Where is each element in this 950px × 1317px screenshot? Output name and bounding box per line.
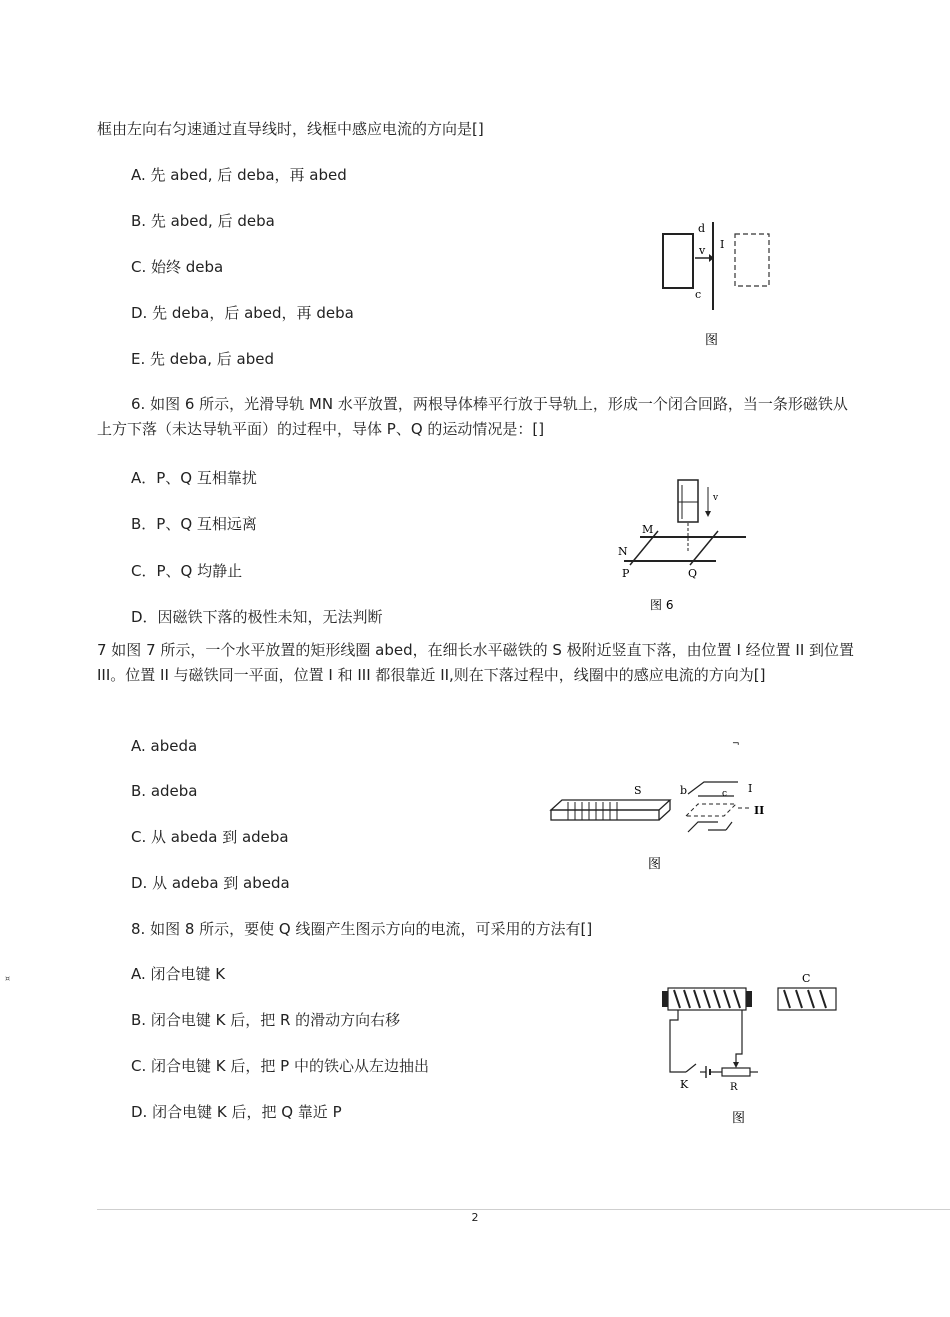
q7-label-c: c	[722, 789, 728, 799]
q7-figure-caption: 图	[648, 857, 662, 872]
q8-figure	[658, 968, 842, 1126]
q5-label-current: I	[720, 238, 725, 251]
q5-label-d: d	[698, 222, 706, 235]
q8-figure-drawing	[658, 968, 842, 1126]
q7-label-position-ii: II	[754, 804, 765, 817]
q7-label-b: b	[680, 784, 688, 797]
q6-label-v: v	[713, 493, 719, 503]
q8-label-r: R	[730, 1082, 738, 1093]
q6-figure-caption: 图 6	[650, 598, 674, 612]
q6-label-p: P	[622, 567, 630, 580]
q5-option-a: A. 先 abed, 后 deba，再 abed	[131, 166, 347, 184]
q7-figure-drawing	[548, 736, 768, 870]
q8-label-k: K	[680, 1078, 689, 1091]
q5-label-v: v	[699, 244, 706, 257]
q5-option-c: C. 始终 deba	[131, 258, 224, 276]
q6-label-n: N	[618, 545, 628, 558]
q7-label-s: S	[634, 784, 642, 797]
q5-option-d: D. 先 deba，后 abed，再 deba	[131, 304, 354, 322]
q6-stem: 6. 如图 6 所示，光滑导轨 MN 水平放置，两根导体棒平行放于导轨上，形成一个闭合回路，当一条形磁铁从上方下落（未达导轨平面）的过程中，导体 P、Q 的运动情况是：[]	[97, 395, 848, 438]
q6-option-c: C．P、Q 均静止	[131, 562, 243, 580]
q5-option-e: E. 先 deba, 后 abed	[131, 350, 275, 368]
q8-label-c: C	[802, 972, 811, 985]
q6-option-d: D．因磁铁下落的极性未知，无法判断	[131, 608, 383, 626]
q8-option-b: B. 闭合电键 K 后，把 R 的滑动方向右移	[131, 1011, 401, 1029]
q6-label-q: Q	[688, 567, 698, 580]
q7-label-top-mark: ¬	[732, 739, 740, 749]
footer-divider	[97, 1209, 950, 1210]
q5-figure	[655, 218, 785, 346]
q8-option-c: C. 闭合电键 K 后，把 P 中的铁心从左边抽出	[131, 1057, 429, 1075]
q8-option-d: D. 闭合电键 K 后，把 Q 靠近 P	[131, 1103, 342, 1121]
q5-option-b: B. 先 abed, 后 deba	[131, 212, 275, 230]
q8-option-a: A. 闭合电键 K	[131, 965, 226, 983]
q5-figure-drawing	[655, 218, 785, 346]
q5-label-c: c	[695, 288, 702, 301]
page-number: 2	[471, 1211, 479, 1224]
q8-stem: 8. 如图 8 所示，要使 Q 线圈产生图示方向的电流，可采用的方法有[]	[131, 920, 593, 938]
q6-option-b: B．P、Q 互相远离	[131, 515, 257, 533]
q6-option-a: A．P、Q 互相靠扰	[131, 469, 257, 487]
q7-stem: 7 如图 7 所示，一个水平放置的矩形线圈 abed，在细长水平磁铁的 S 极附近竖直下落，由位置 I 经位置 II 到位置 III。位置 II 与磁铁同一平面，位置 I 和 III 都很靠近 II,则在下落过程中，线圈中的感应电流的方向为[]	[97, 641, 855, 684]
q7-label-position-i: I	[748, 782, 753, 795]
q5-figure-caption: 图	[705, 333, 719, 348]
q5-stem-tail: 框由左向右匀速通过直导线时，线框中感应电流的方向是[]	[97, 120, 484, 138]
q7-option-b: B. adeba	[131, 782, 198, 800]
q7-option-a: A. abeda	[131, 737, 198, 755]
q7-option-d: D. 从 adeba 到 abeda	[131, 874, 290, 892]
q6-label-m: M	[642, 523, 654, 536]
margin-mark: ¤	[5, 974, 11, 983]
q8-figure-caption: 图	[732, 1111, 746, 1126]
q6-figure	[612, 475, 757, 615]
q7-option-c: C. 从 abeda 到 adeba	[131, 828, 289, 846]
q6-figure-drawing	[612, 475, 757, 615]
q7-figure	[548, 736, 768, 870]
